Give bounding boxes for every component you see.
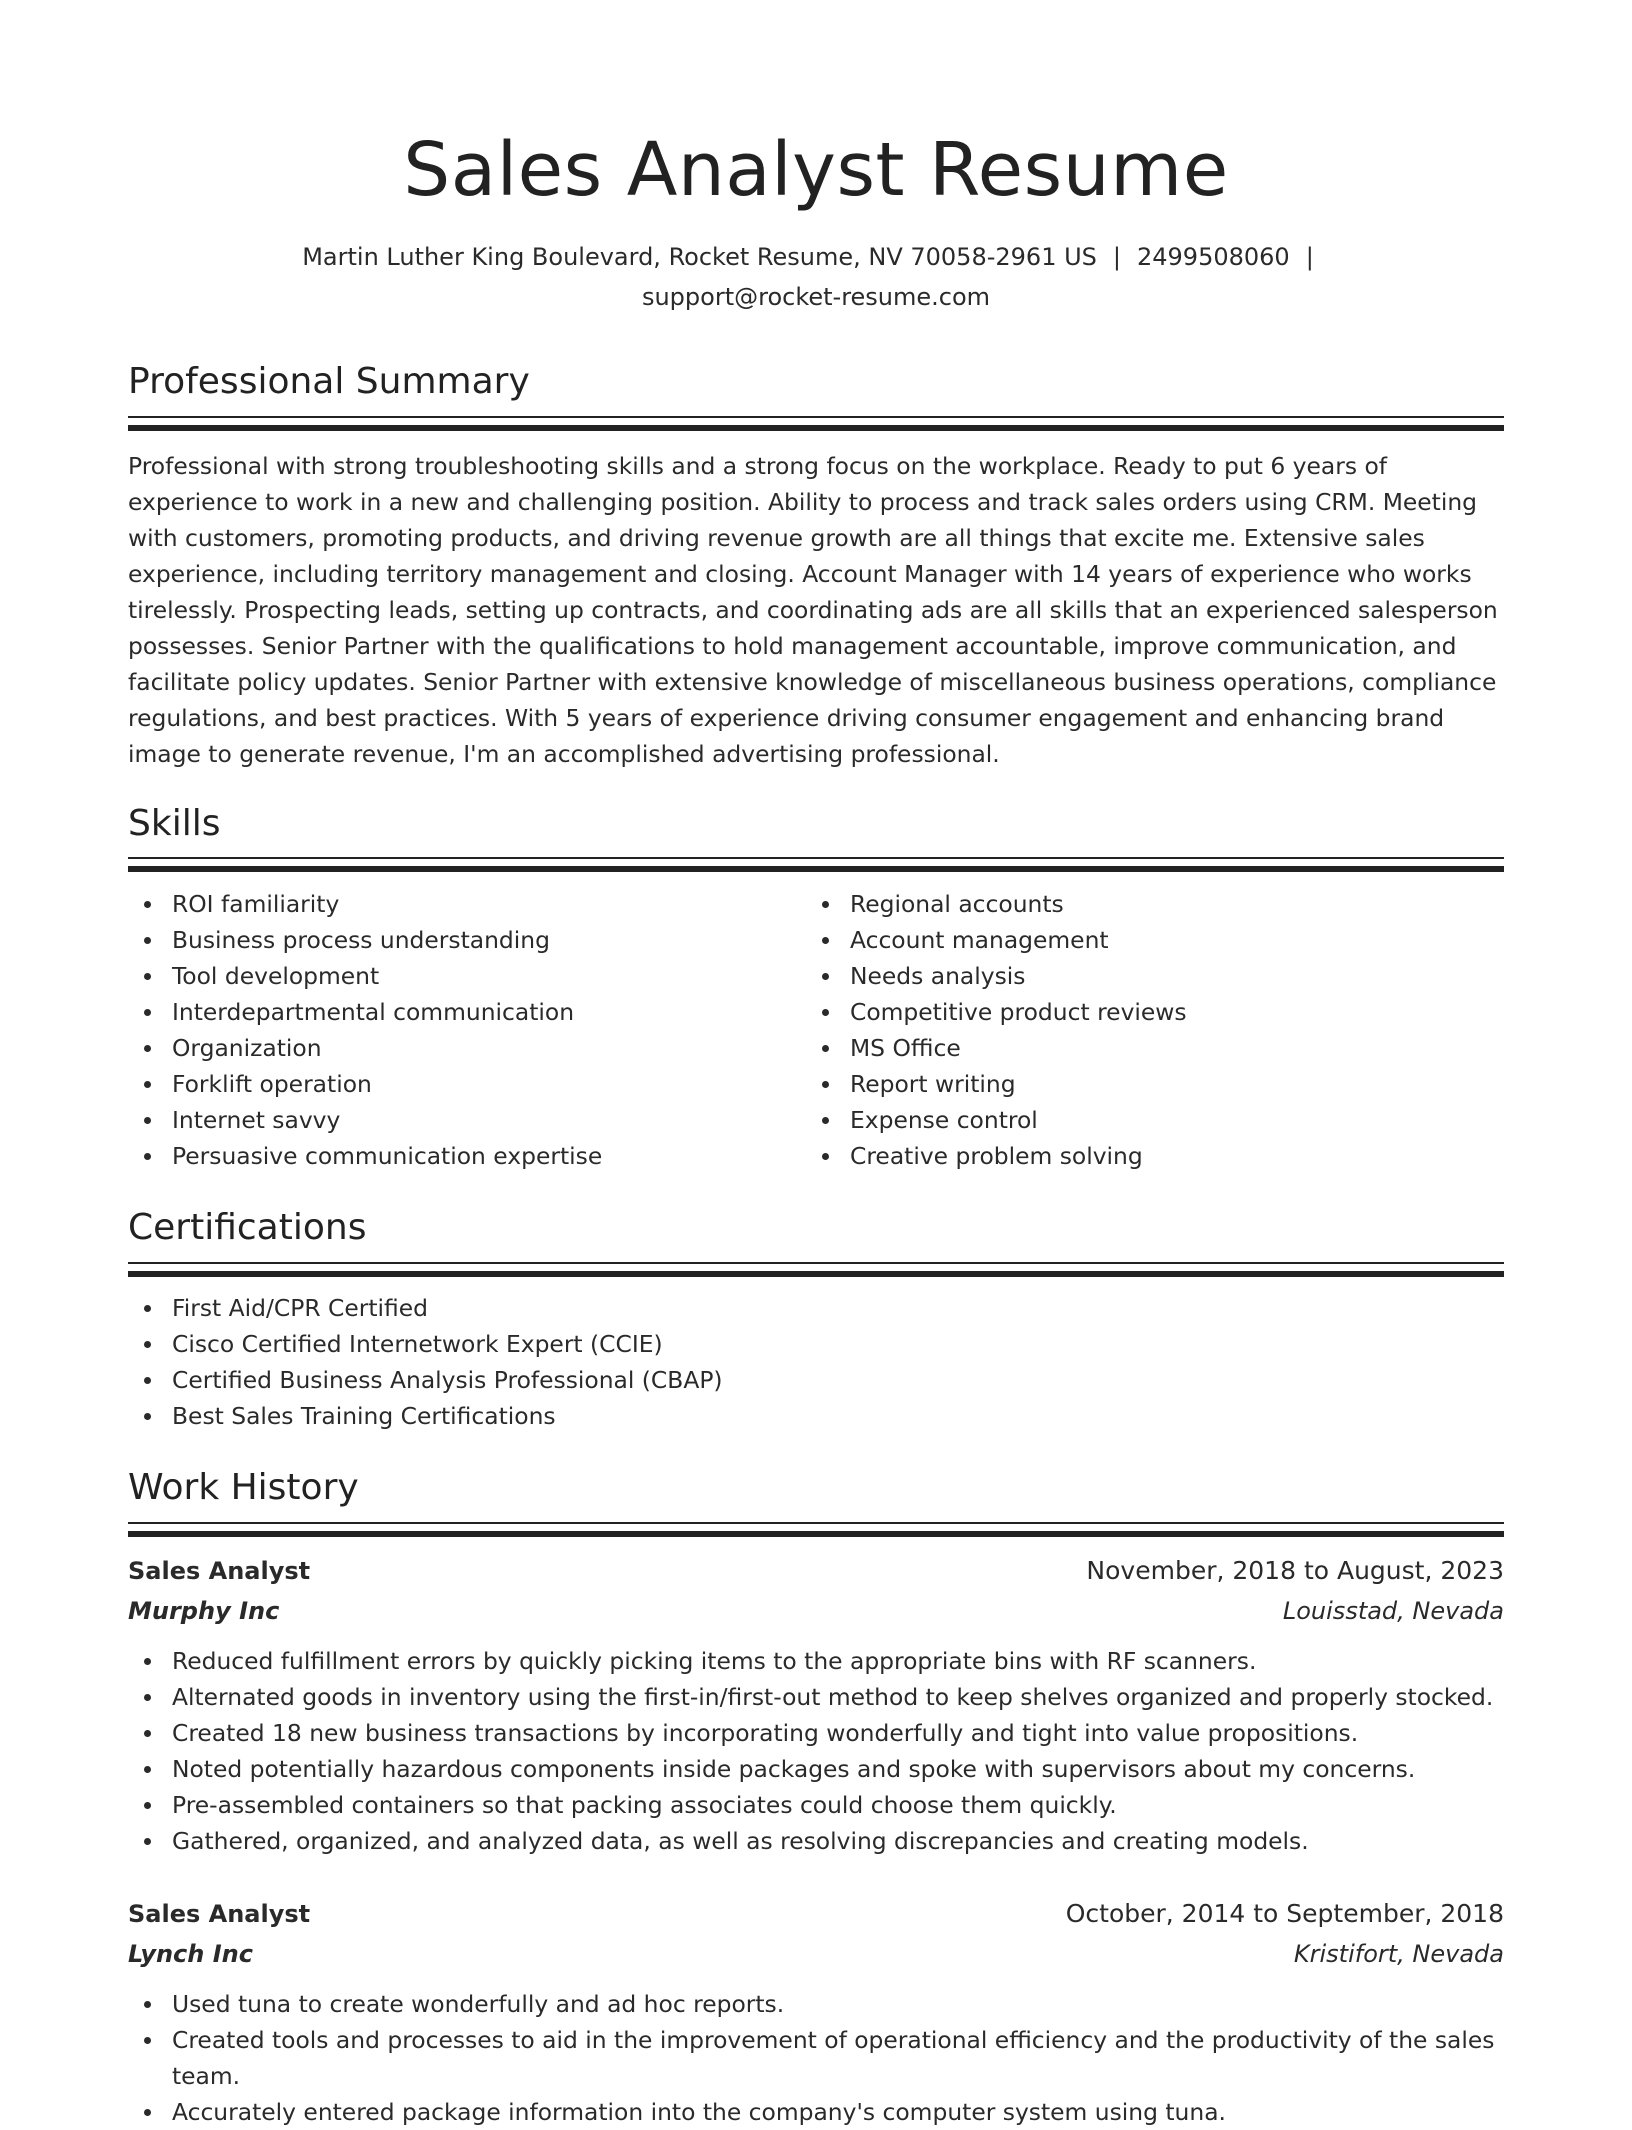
job-entry [128, 1894, 1504, 2130]
job-company: Murphy Inc [128, 1597, 280, 1625]
skill-item: Organization [128, 1030, 808, 1066]
skill-item: Report writing [806, 1066, 1486, 1102]
contact-address: Martin Luther King Boulevard, Rocket Resume, NV 70058-2961 US [302, 243, 1097, 271]
contact-email: support@rocket-resume.com [641, 283, 991, 311]
certification-item: First Aid/CPR Certified [128, 1290, 1504, 1326]
section-divider [128, 1262, 1504, 1278]
section-divider [128, 1522, 1504, 1538]
skill-item: Regional accounts [806, 886, 1486, 922]
job-bullet: Created 18 new business transactions by incorporating wonderfully and tight into value propositions. [128, 1715, 1504, 1751]
job-location: Louisstad, Nevada [1282, 1597, 1504, 1625]
job-company: Lynch Inc [128, 1940, 253, 1968]
skill-item: Needs analysis [806, 958, 1486, 994]
skill-item: Interdepartmental communication [128, 994, 808, 1030]
contact-separator: | [1112, 243, 1121, 271]
skill-item: Business process understanding [128, 922, 808, 958]
section-divider [128, 416, 1504, 432]
contact-separator: | [1305, 243, 1314, 271]
certification-item: Cisco Certified Internetwork Expert (CCIE) [128, 1326, 1504, 1362]
skill-item: Expense control [806, 1102, 1486, 1138]
section-divider [128, 857, 1504, 873]
job-title: Sales Analyst [128, 1900, 311, 1928]
job-bullet: Used tuna to create wonderfully and ad hoc reports. [128, 1986, 1504, 2022]
certifications-list [128, 1290, 1504, 1434]
job-bullet: Alternated goods in inventory using the first-in/first-out method to keep shelves organized and properly stocked. [128, 1679, 1504, 1715]
contact-phone: 2499508060 [1136, 243, 1290, 271]
job-dates: October, 2014 to September, 2018 [1065, 1899, 1504, 1928]
job-location: Kristifort, Nevada [1293, 1940, 1504, 1968]
certification-item: Best Sales Training Certifications [128, 1398, 1504, 1434]
skill-item: MS Office [806, 1030, 1486, 1066]
skill-item: Persuasive communication expertise [128, 1138, 808, 1174]
resume-title: Sales Analyst Resume [403, 127, 1229, 213]
skill-item: ROI familiarity [128, 886, 808, 922]
skills-column-right [806, 886, 1486, 1174]
contact-info [128, 237, 1504, 317]
skill-item: Tool development [128, 958, 808, 994]
skill-item: Internet savvy [128, 1102, 808, 1138]
skill-item: Account management [806, 922, 1486, 958]
job-bullet: Accurately entered package information into the company's computer system using tuna. [128, 2094, 1504, 2130]
job-entry [128, 1551, 1504, 1859]
job-bullet: Reduced fulfillment errors by quickly picking items to the appropriate bins with RF scanners. [128, 1643, 1504, 1679]
summary-text: Professional with strong troubleshooting skills and a strong focus on the workplace. Ready to put 6 years of experience to work in a new and challenging position. Ability to process and track sales orders using CRM. Meeting with customers, promoting products, and driving revenue growth are all things that excite me. Extensive sales experience, including territory management and closing. Account Manager with 14 years of experience who works tirelessly. Prospecting leads, setting up contracts, and coordinating ads are all skills that an experienced salesperson possesses. Senior Partner with the qualifications to hold management accountable, improve communication, and facilitate policy updates. Senior Partner with extensive knowledge of miscellaneous business operations, compliance regulations, and best practices. With 5 years of experience driving consumer engagement and enhancing brand image to generate revenue, I'm an accomplished advertising professional. [128, 452, 1498, 768]
job-bullet: Created tools and processes to aid in the improvement of operational efficiency and the productivity of the sales team. [128, 2022, 1504, 2094]
skills-column-left [128, 886, 808, 1174]
section-heading-work-history: Work History [128, 1467, 359, 1508]
certification-item: Certified Business Analysis Professional (CBAP) [128, 1362, 1504, 1398]
job-bullet: Gathered, organized, and analyzed data, as well as resolving discrepancies and creating models. [128, 1823, 1504, 1859]
job-bullet: Noted potentially hazardous components inside packages and spoke with supervisors about my concerns. [128, 1751, 1504, 1787]
job-bullet: Pre-assembled containers so that packing associates could choose them quickly. [128, 1787, 1504, 1823]
skill-item: Competitive product reviews [806, 994, 1486, 1030]
skill-item: Forklift operation [128, 1066, 808, 1102]
job-title: Sales Analyst [128, 1557, 311, 1585]
section-heading-certifications: Certifications [128, 1207, 367, 1248]
job-dates: November, 2018 to August, 2023 [1086, 1556, 1504, 1585]
section-heading-skills: Skills [128, 803, 221, 844]
skill-item: Creative problem solving [806, 1138, 1486, 1174]
section-heading-summary: Professional Summary [128, 361, 530, 402]
